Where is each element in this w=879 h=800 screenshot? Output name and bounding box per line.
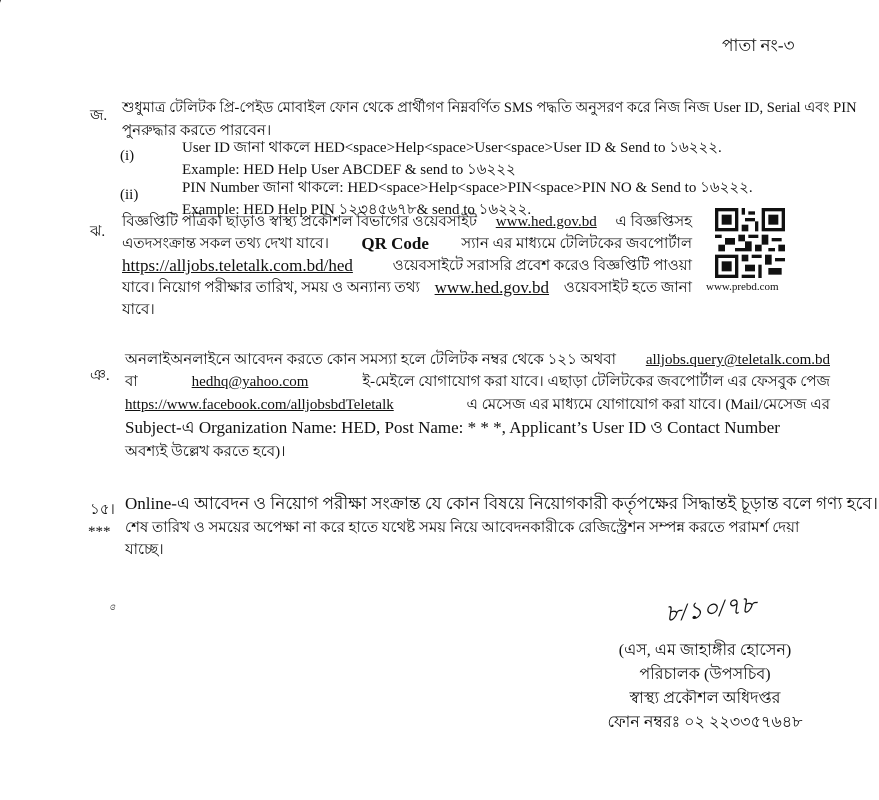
- text: বিজ্ঞপ্তিটি পত্রিকা ছাড়াও স্বাস্থ্য প্রকৌশল বিভাগের ওয়েবসাইট: [122, 214, 478, 230]
- text: ই-মেইলে যোগাযোগ করা যাবে। এছাড়া টেলিটকের জবপোর্টাল এর ফেসবুক পেজ: [362, 374, 830, 390]
- scan-speck: ɞ: [110, 599, 116, 613]
- qr-code-image: [712, 208, 788, 278]
- teletalk-hed-link[interactable]: https://alljobs.teletalk.com.bd/hed: [122, 256, 353, 275]
- page-number: পাতা নং-৩: [722, 36, 795, 55]
- section-nya-line3: [125, 395, 830, 415]
- section-jha-line2: [122, 234, 692, 254]
- note-line1: শেষ তারিখ ও সময়ের অপেক্ষা না করে হাতে যথেষ্ট সময় নিয়ে আবেদনকারীকে রেজিস্ট্রেশন সম্পন্ন করতে পরামর্শ দেয়া: [125, 520, 800, 536]
- qr-caption: www.prebd.com: [706, 281, 779, 293]
- section-jha-marker: ঝ.: [90, 224, 106, 240]
- handwritten-signature-date: ৮/১০/৭৮: [663, 592, 758, 628]
- scan-edge-mark: [0, 0, 23, 40]
- item-ii-marker: (ii): [120, 187, 139, 203]
- qr-code-label: QR Code: [361, 234, 429, 253]
- section-nya-line4: Subject-এ Organization Name: HED, Post Name: * * *, Applicant’s User ID ও Contact Number: [125, 418, 780, 437]
- facebook-page-link[interactable]: https://www.facebook.com/alljobsbdTeletalk: [125, 397, 394, 413]
- section-jha-line1: [122, 212, 692, 232]
- text: বা: [125, 374, 138, 390]
- item-i-example: Example: HED Help User ABCDEF & send to ১৬২২২: [182, 162, 516, 178]
- section-nya-line5: অবশ্যই উল্লেখ করতে হবে)।: [125, 444, 286, 460]
- section-jha-line4: [122, 278, 692, 298]
- item-i-text: User ID জানা থাকলে HED<space>Help<space>User<space>User ID & Send to ১৬২২২.: [182, 140, 722, 156]
- item-15-text: Online-এ আবেদন ও নিয়োগ পরীক্ষা সংক্রান্ত যে কোন বিষয়ে নিয়োগকারী কর্তৃপক্ষের সিদ্ধান্তই চূড়ান্ত বলে গণ্য হবে।: [125, 494, 878, 513]
- note-marker: ***: [88, 524, 111, 540]
- item-ii-example: Example: HED Help PIN ১২৩৪৫৬৭৮& send to ১৬২২২.: [182, 202, 532, 218]
- section-jha-line5: যাবে।: [122, 302, 155, 318]
- item-i-marker: (i): [120, 148, 135, 164]
- text: এ বিজ্ঞপ্তিসহ: [615, 214, 692, 230]
- signatory-phone: ফোন নম্বরঃ ০২ ২২৩৩৫৭৬৪৮: [607, 714, 803, 731]
- section-jha-line3: [122, 256, 692, 276]
- section-nya-line1: [125, 350, 830, 370]
- section-ja-marker: জ.: [90, 108, 108, 124]
- section-nya-marker: ঞ.: [90, 368, 110, 384]
- signatory-name: (এস, এম জাহাঙ্গীর হোসেন): [618, 642, 792, 659]
- hed-website-link-2[interactable]: www.hed.gov.bd: [434, 278, 550, 297]
- teletalk-query-email-link[interactable]: alljobs.query@teletalk.com.bd: [645, 352, 830, 368]
- signatory-office: স্বাস্থ্য প্রকৌশল অধিদপ্তর: [629, 690, 781, 707]
- signatory-title: পরিচালক (উপসচিব): [639, 666, 771, 683]
- hed-website-link[interactable]: www.hed.gov.bd: [495, 214, 597, 230]
- note-line2: যাচ্ছে।: [125, 542, 164, 558]
- item-15-marker: ১৫।: [90, 502, 115, 518]
- text: স্যান এর মাধ্যমে টেলিটকের জবপোর্টাল: [461, 236, 692, 252]
- hedhq-email-link[interactable]: hedhq@yahoo.com: [191, 374, 309, 390]
- section-nya-line2: [125, 372, 830, 392]
- section-ja-line1: শুধুমাত্র টেলিটক প্রি-পেইড মোবাইল ফোন থেকে প্রার্থীগণ নিম্নবর্ণিত SMS পদ্ধতি অনুসরণ করে নিজ নিজ User ID, Serial এবং PIN: [122, 100, 857, 116]
- text: এতদসংক্রান্ত সকল তথ্য দেখা যাবে।: [122, 236, 329, 252]
- text: ওয়েবসাইট হতে জানা: [563, 280, 692, 296]
- text: এ মেসেজ এর মাধ্যমে যোগাযোগ করা যাবে। (Mail/মেসেজ এর: [466, 397, 830, 413]
- text: ওয়েবসাইটে সরাসরি প্রবেশ করেও বিজ্ঞপ্তিটি পাওয়া: [392, 258, 692, 274]
- text: যাবে। নিয়োগ পরীক্ষার তারিখ, সময় ও অন্যান্য তথ্য: [122, 280, 420, 296]
- text: অনলাইঅনলাইনে আবেদন করতে কোন সমস্যা হলে টেলিটক নম্বর থেকে ১২১ অথবা: [125, 352, 616, 368]
- section-ja-line2: পুনরুদ্ধার করতে পারবেন।: [122, 123, 272, 139]
- item-ii-text: PIN Number জানা থাকলে: HED<space>Help<space>PIN<space>PIN NO & Send to ১৬২২২.: [182, 180, 753, 196]
